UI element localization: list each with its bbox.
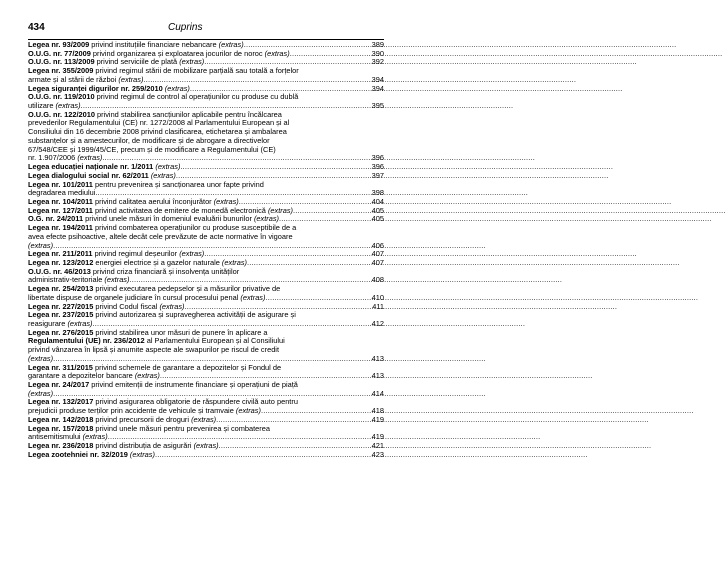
act-description: privind asigurarea obligatorie de răspundere civilă auto pentru — [93, 397, 298, 407]
extras-note: (extras) — [264, 48, 290, 58]
toc-page-number: 397 — [371, 170, 384, 180]
toc-page-number: 408 — [371, 275, 384, 285]
act-title: Legea nr. 237/2015 — [28, 310, 94, 320]
extras-note: (extras) — [159, 301, 185, 311]
act-title: Legea zootehniei nr. 32/2019 — [28, 449, 128, 459]
act-description: privind distribuția de asigurări — [93, 441, 194, 451]
extras-note: (extras) — [213, 196, 239, 206]
extras-note: (extras) — [221, 257, 247, 267]
act-title: Legea nr. 132/2017 — [28, 397, 94, 407]
act-title: Legea nr. 142/2018 — [28, 414, 94, 424]
toc-entry — [28, 451, 384, 460]
toc-page-number: 410 — [371, 292, 384, 302]
act-description: privind criza financiară și insolvența unităților — [90, 266, 240, 276]
extras-note: (extras) — [218, 40, 244, 49]
toc-page-number: 407 — [371, 257, 384, 267]
act-description: pentru prevenirea și sancționarea unor fapte privind — [92, 179, 264, 189]
toc-page-number: 392 — [371, 57, 384, 67]
act-description: privind stabilirea sancțiunilor aplicabile pentru încălcarea — [94, 109, 282, 119]
act-title: Legea nr. 93/2009 — [28, 40, 90, 49]
toc-entry-line — [28, 451, 384, 460]
toc-page-number: 389 — [371, 40, 384, 49]
act-title: O.U.G. nr. 119/2010 — [28, 92, 95, 102]
act-description: privind schemele de garantare a depozitelor și Fondul de — [92, 362, 282, 372]
toc-page-number: 419 — [371, 432, 384, 442]
act-title: O.U.G. nr. 113/2009 — [28, 57, 95, 67]
act-description: privind organizarea și exploatarea jocurilor de noroc — [90, 48, 265, 58]
toc-page-number: 419 — [371, 414, 384, 424]
toc-page-number: 411 — [372, 301, 384, 311]
act-title: Legea educației naționale nr. 1/2011 — [28, 162, 154, 172]
toc-entry — [28, 311, 384, 328]
running-title: Cuprins — [168, 22, 203, 33]
dot-leader — [155, 451, 371, 460]
act-description: armate și al stării de război — [28, 74, 119, 84]
act-description: substanțelor și a amestecurilor, de modificare și de abrogare a directivelor — [28, 135, 270, 145]
act-title: O.U.G. nr. 77/2009 — [28, 48, 91, 58]
act-description: privind serviciile de plată — [94, 57, 180, 67]
toc-page-number: 395 — [371, 101, 384, 111]
toc-entry-text — [28, 451, 155, 460]
toc-page-number: 406 — [371, 240, 384, 250]
toc-entry — [28, 67, 384, 84]
act-title: Legea siguranței digurilor nr. 259/2010 — [28, 83, 163, 93]
toc-page-number: 398 — [371, 188, 384, 198]
act-title: Legea nr. 127/2011 — [28, 205, 93, 215]
toc-page-number: 405 — [371, 214, 384, 224]
act-description: utilizare — [28, 101, 56, 111]
act-description: privind regimul de control al operațiunilor cu produse cu dublă — [94, 92, 299, 102]
act-description: privind autorizarea și supravegherea activității de asigurare și — [93, 310, 296, 320]
act-description: privind unele măsuri pentru prevenirea și combaterea — [93, 423, 270, 433]
act-description: prejudicii produse terților prin accidente de vehicule și tramvaie — [28, 406, 236, 416]
act-title: Legea nr. 254/2013 — [28, 284, 94, 294]
extras-note: (extras) — [193, 441, 219, 451]
toc-page-number: 423 — [371, 449, 384, 459]
act-description: administrativ-teritoriale — [28, 275, 105, 285]
act-description: privind regimul stării de mobilizare parțială sau totală a forțelor — [93, 66, 299, 76]
act-description: garantare a depozitelor bancare — [28, 371, 135, 381]
extras-note: (extras) — [150, 170, 176, 180]
extras-note: (extras) — [179, 57, 205, 67]
toc-entry — [28, 268, 384, 285]
act-title: Legea nr. 194/2011 — [28, 223, 93, 233]
act-description: privind Codul fiscal — [93, 301, 160, 311]
dot-leader — [247, 259, 371, 268]
extras-note: (extras) — [267, 205, 293, 215]
toc-entry — [28, 329, 384, 364]
toc-page-number: 407 — [371, 249, 384, 259]
extras-note: (extras) — [179, 249, 205, 259]
toc-page-number: 418 — [371, 406, 384, 416]
toc-page-number: 405 — [371, 205, 384, 215]
act-description: privind instituțiile financiare nebancare — [89, 40, 219, 49]
act-description: avea efecte psihoactive, altele decât cele prevăzute de acte normative în vigoare — [28, 231, 293, 241]
toc-page-number: 404 — [371, 196, 384, 206]
act-description: antisemitismului — [28, 432, 83, 442]
toc-page-number: 412 — [371, 319, 384, 328]
extras-note: (extras) — [67, 319, 93, 328]
extras-note: (extras) — [235, 406, 261, 416]
toc-page-number: 421 — [371, 441, 384, 451]
act-title: Legea nr. 236/2018 — [28, 441, 94, 451]
act-title: Legea nr. 276/2015 — [28, 327, 94, 337]
act-description: nr. 1.907/2006 — [28, 153, 78, 163]
toc-page — [28, 22, 384, 460]
act-title: O.U.G. nr. 46/2013 — [28, 266, 91, 276]
act-description: privind unele măsuri în domeniul evaluării bunurilor — [83, 214, 254, 224]
act-title: Legea nr. 24/2017 — [28, 380, 90, 390]
extras-note: (extras) — [155, 162, 181, 172]
toc-entry — [28, 398, 384, 415]
act-title: Legea nr. 355/2009 — [28, 66, 94, 76]
extras-note: (extras) — [28, 353, 54, 363]
act-description: privind precursorii de droguri — [93, 414, 192, 424]
toc-page-number: 414 — [371, 388, 384, 398]
act-title: Legea nr. 104/2011 — [28, 196, 93, 206]
act-title: O.G. nr. 24/2011 — [28, 214, 84, 224]
act-description: privind vânzarea în lipsă și anumite aspecte ale swapurilor pe riscul de credit — [28, 345, 279, 355]
extras-note: (extras) — [191, 414, 217, 424]
act-title: Legea nr. 123/2012 — [28, 257, 94, 267]
extras-note: (extras) — [164, 83, 190, 93]
toc-page-number: 396 — [371, 162, 384, 172]
act-description: privind executarea pedepselor și a măsurilor privative de — [93, 284, 281, 294]
act-title: Legea nr. 311/2015 — [28, 362, 93, 372]
extras-note: (extras) — [104, 275, 130, 285]
page-header — [28, 22, 384, 36]
toc-page-number: 390 — [371, 48, 384, 58]
act-description: Consiliului din 16 decembrie 2008 privind clasificarea, etichetarea și ambalarea — [28, 127, 287, 137]
act-description: privind activitatea de emitere de monedă electronică — [92, 205, 268, 215]
act-description: reasigurare — [28, 319, 68, 328]
page-number: 434 — [28, 22, 45, 33]
act-title: Legea nr. 227/2015 — [28, 301, 94, 311]
toc-entry — [28, 224, 384, 250]
extras-note: (extras) — [55, 101, 81, 111]
act-description: privind calitatea aerului înconjurător — [92, 196, 214, 206]
act-title: Legea nr. 211/2011 — [28, 249, 93, 259]
act-description: libertate dispuse de organele judiciare în cursul procesului penal — [28, 292, 241, 302]
toc-entry — [28, 285, 384, 302]
toc-entry — [28, 381, 384, 398]
extras-note: (extras) — [134, 371, 160, 381]
toc-page-number: 394 — [371, 83, 384, 93]
toc-entry — [28, 111, 384, 163]
act-title: Regulamentului (UE) nr. 236/2012 — [28, 336, 145, 346]
extras-note: (extras) — [77, 153, 103, 163]
act-description: privind emitenții de instrumente financiare și operațiuni de piață — [89, 380, 298, 390]
table-of-contents — [28, 41, 384, 460]
act-description: privind combaterea operațiunilor cu produse susceptibile de a — [92, 223, 297, 233]
act-description: degradarea mediului — [28, 188, 96, 198]
toc-page-number: 394 — [371, 74, 384, 84]
toc-entry — [28, 181, 384, 198]
toc-entry — [28, 425, 384, 442]
extras-note: (extras) — [129, 449, 155, 459]
extras-note: (extras) — [240, 292, 266, 302]
act-description: privind regimul deșeurilor — [92, 249, 180, 259]
extras-note: (extras) — [118, 74, 144, 84]
act-title: Legea dialogului social nr. 62/2011 — [28, 170, 149, 180]
extras-note: (extras) — [82, 432, 108, 442]
extras-note: (extras) — [28, 240, 54, 250]
act-description: 67/548/CEE și 1999/45/CE, precum și de modificare a Regulamentului (CE) — [28, 144, 276, 154]
act-title: Legea nr. 157/2018 — [28, 423, 94, 433]
toc-page-number: 413 — [371, 371, 384, 381]
toc-entry — [28, 364, 384, 381]
act-title: O.U.G. nr. 122/2010 — [28, 109, 95, 119]
toc-page-number: 396 — [371, 153, 384, 163]
act-title: Legea nr. 101/2011 — [28, 179, 93, 189]
act-description: privind stabilirea unor măsuri de punere în aplicare a — [93, 327, 268, 337]
extras-note: (extras) — [253, 214, 280, 224]
toc-entry — [28, 93, 384, 110]
act-description: prevederilor Regulamentului (CE) nr. 1272/2008 al Parlamentului European și al — [28, 118, 290, 128]
extras-note: (extras) — [28, 388, 54, 398]
act-description: energiei electrice și a gazelor naturale — [93, 257, 222, 267]
act-description: al Parlamentului European și al Consiliului — [144, 336, 285, 346]
toc-page-number: 413 — [371, 353, 384, 363]
